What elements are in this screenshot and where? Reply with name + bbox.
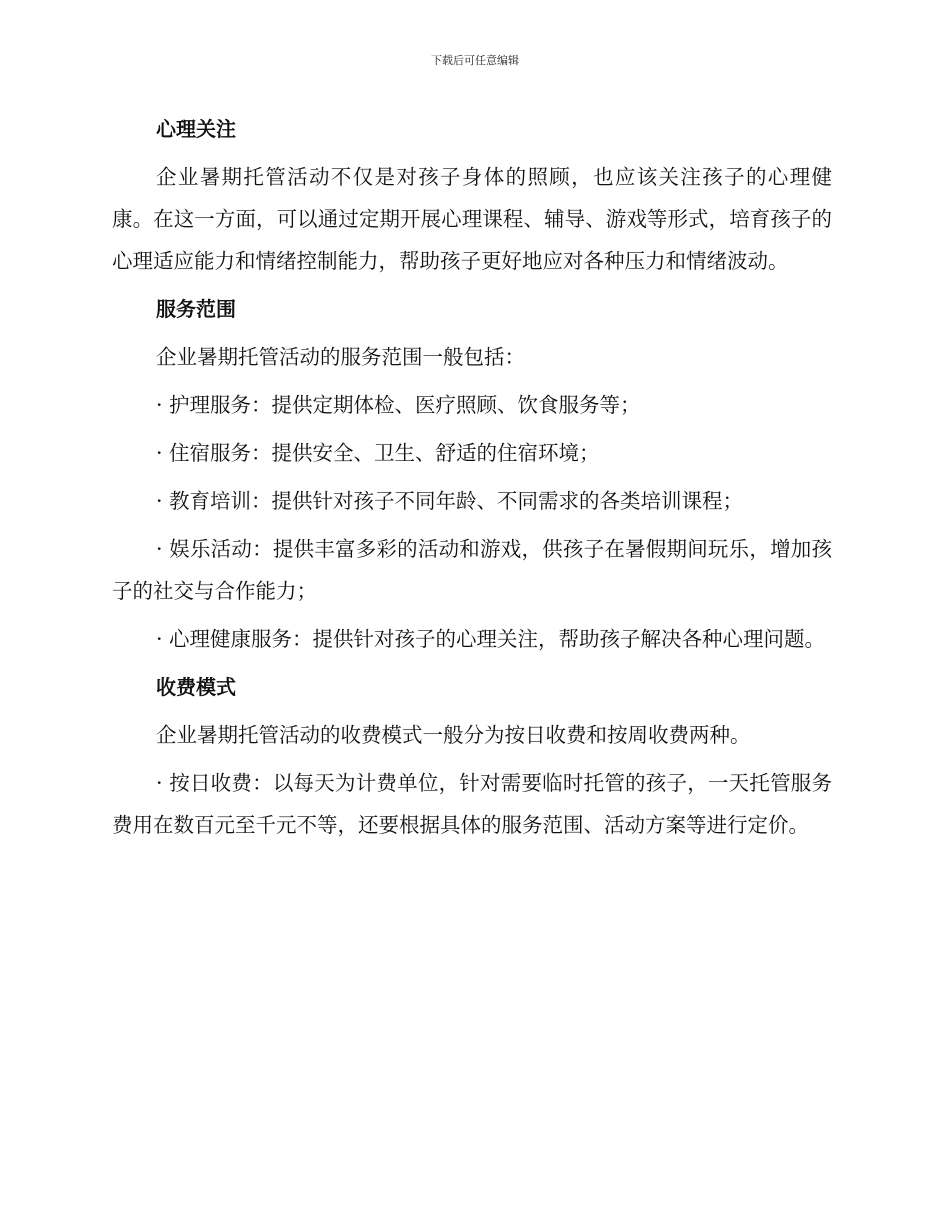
section-heading: 心理关注 bbox=[156, 117, 236, 141]
paragraph: 企业暑期托管活动的服务范围一般包括： bbox=[156, 345, 525, 369]
list-item: · 心理健康服务：提供针对孩子的心理关注，帮助孩子解决各种心理问题。 bbox=[156, 627, 826, 651]
section-fee-model bbox=[112, 666, 832, 846]
document-body bbox=[112, 108, 832, 852]
list-item: · 按日收费：以每天为计费单位，针对需要临时托管的孩子，一天托管服务费用在数百元至千元不等，还要根据具体的服务范围、活动方案等进行定价。 bbox=[112, 771, 832, 837]
section-psychological-care bbox=[112, 108, 832, 282]
list-item: · 娱乐活动：提供丰富多彩的活动和游戏，供孩子在暑假期间玩乐，增加孩子的社交与合作能力； bbox=[112, 537, 832, 603]
list-item: · 教育培训：提供针对孩子不同年龄、不同需求的各类培训课程； bbox=[156, 489, 744, 513]
section-heading: 收费模式 bbox=[156, 675, 236, 699]
list-item: · 住宿服务：提供安全、卫生、舒适的住宿环境； bbox=[156, 441, 600, 465]
paragraph: 企业暑期托管活动不仅是对孩子身体的照顾，也应该关注孩子的心理健康。在这一方面，可以通过定期开展心理课程、辅导、游戏等形式，培育孩子的心理适应能力和情绪控制能力，帮助孩子更好地应对各种压力和情绪波动。 bbox=[112, 165, 832, 273]
paragraph: 企业暑期托管活动的收费模式一般分为按日收费和按周收费两种。 bbox=[156, 723, 751, 747]
section-heading: 服务范围 bbox=[156, 297, 236, 321]
page-header: 下载后可任意编辑 bbox=[431, 54, 519, 67]
list-item: · 护理服务：提供定期体检、医疗照顾、饮食服务等； bbox=[156, 393, 641, 417]
section-service-scope bbox=[112, 288, 832, 660]
